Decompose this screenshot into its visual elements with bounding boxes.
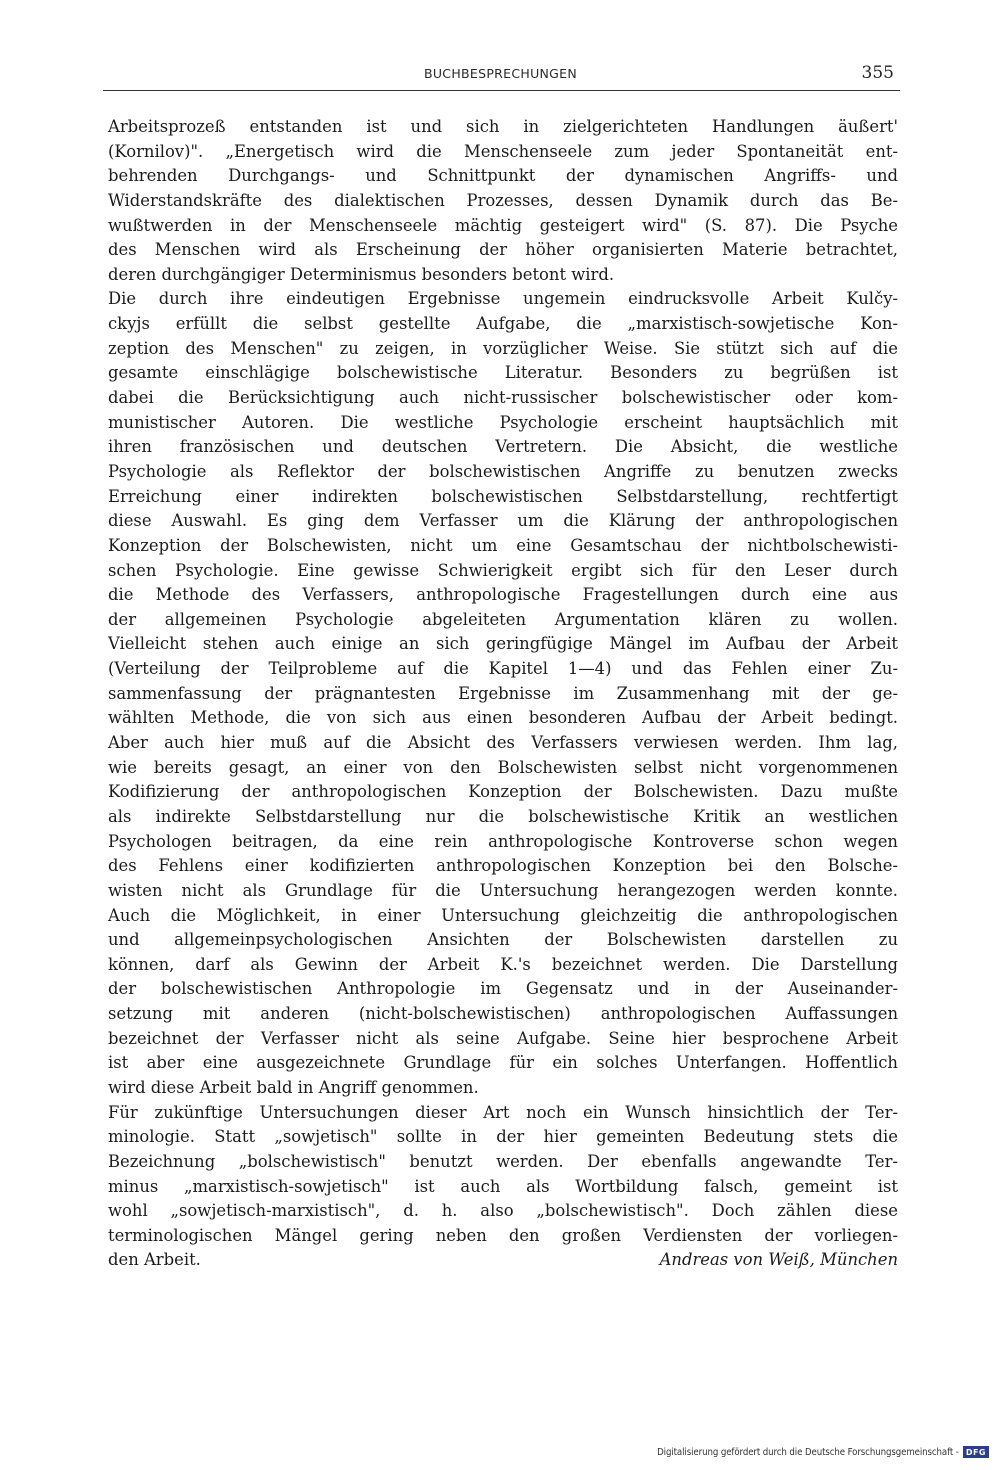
text-line: der allgemeinen Psychologie abgeleiteten Argumentation klären zu wollen. xyxy=(108,609,898,629)
text-line: und allgemeinpsychologischen Ansichten der Bolschewisten darstellen zu xyxy=(108,930,898,950)
text-line: minologie. Statt „sowjetisch" sollte in der hier gemeinten Bedeutung stets die xyxy=(108,1127,898,1147)
text-line: deren durchgängiger Determinismus besonders betont wird. xyxy=(108,264,615,284)
text-line: als indirekte Selbstdarstellung nur die bolschewistische Kritik an westlichen xyxy=(108,806,898,826)
text-line: munistischer Autoren. Die westliche Psychologie erscheint hauptsächlich mit xyxy=(108,412,898,432)
text-line: Psychologie als Reflektor der bolschewistischen Angriffe zu benutzen zwecks xyxy=(108,461,898,481)
text-line: bezeichnet der Verfasser nicht als seine Aufgabe. Seine hier besprochene Arbeit xyxy=(108,1028,898,1048)
text-line: Kodifizierung der anthropologischen Konzeption der Bolschewisten. Dazu mußte xyxy=(108,782,898,802)
text-line: setzung mit anderen (nicht-bolschewistischen) anthropologischen Auffassungen xyxy=(108,1004,898,1024)
text-line: behrenden Durchgangs- und Schnittpunkt der dynamischen Angriffs- und xyxy=(108,166,898,186)
text-line: ihren französischen und deutschen Vertretern. Die Absicht, die westliche xyxy=(108,437,898,457)
text-line: Die durch ihre eindeutigen Ergebnisse ungemein eindrucksvolle Arbeit Kulčy- xyxy=(108,289,898,309)
text-line: zeption des Menschen" zu zeigen, in vorzüglicher Weise. Sie stützt sich auf die xyxy=(108,338,898,358)
text-line: des Menschen wird als Erscheinung der höher organisierten Materie betrachtet, xyxy=(108,240,898,260)
text-line: Arbeitsprozeß entstanden ist und sich in zielgerichteten Handlungen äußert' xyxy=(108,117,898,136)
text-line: die Methode des Verfassers, anthropologische Fragestellungen durch eine aus xyxy=(108,585,898,605)
text-line: Konzeption der Bolschewisten, nicht um eine Gesamtschau der nichtbolschewisti- xyxy=(108,535,898,555)
text-line: der bolschewistischen Anthropologie im Gegensatz und in der Auseinander- xyxy=(108,979,898,999)
header-rule xyxy=(103,90,900,91)
text-line: wie bereits gesagt, an einer von den Bolschewisten selbst nicht vorgenommenen xyxy=(108,757,898,777)
text-line: Vielleicht stehen auch einige an sich geringfügige Mängel im Aufbau der Arbeit xyxy=(108,634,898,654)
funding-note: Digitalisierung gefördert durch die Deutsche Forschungsgemeinschaft - xyxy=(657,1446,959,1458)
dfg-logo: DFG xyxy=(963,1446,989,1458)
text-line: wohl „sowjetisch-marxistisch", d. h. also „bolschewistisch". Doch zählen diese xyxy=(108,1201,898,1221)
text-line: Auch die Möglichkeit, in einer Untersuchung gleichzeitig die anthropologischen xyxy=(108,905,898,925)
text-line: wußtwerden in der Menschenseele mächtig gesteigert wird" (S. 87). Die Psyche xyxy=(108,215,898,235)
text-line: terminologischen Mängel gering neben den großen Verdiensten der vorliegen- xyxy=(108,1225,898,1245)
text-line: Für zukünftige Untersuchungen dieser Art noch ein Wunsch hinsichtlich der Ter- xyxy=(108,1102,898,1122)
text-line: Widerstandskräfte des dialektischen Prozesses, dessen Dynamik durch das Be- xyxy=(108,190,898,210)
text-line: dabei die Berücksichtigung auch nicht-russischer bolschewistischer oder kom- xyxy=(108,388,898,408)
running-head: BUCHBESPRECHUNGEN xyxy=(423,66,578,81)
closing-line xyxy=(108,1248,898,1273)
text-line: wisten nicht als Grundlage für die Untersuchung herangezogen werden konnte. xyxy=(108,880,898,900)
text-line: Psychologen beitragen, da eine rein anthropologische Kontroverse schon wegen xyxy=(108,831,898,851)
text-line: Aber auch hier muß auf die Absicht des Verfassers verwiesen werden. Ihm lag, xyxy=(108,733,898,753)
closing-text: den Arbeit. xyxy=(108,1250,201,1270)
text-line: (Kornilov)". „Energetisch wird die Menschenseele zum jeder Spontaneität ent- xyxy=(108,141,898,161)
text-line: wählten Methode, die von sich aus einen besonderen Aufbau der Arbeit bedingt. xyxy=(108,708,898,728)
page-header xyxy=(103,63,898,88)
digitization-footer xyxy=(607,1442,989,1462)
text-line: sammenfassung der prägnantesten Ergebnisse im Zusammenhang mit der ge- xyxy=(108,683,898,703)
text-line: wird diese Arbeit bald in Angriff genommen. xyxy=(108,1077,479,1097)
page-number: 355 xyxy=(861,63,894,83)
text-line: Erreichung einer indirekten bolschewistischen Selbstdarstellung, rechtfertigt xyxy=(108,486,898,506)
text-line: können, darf als Gewinn der Arbeit K.'s bezeichnet werden. Die Darstellung xyxy=(108,954,898,974)
text-line: schen Psychologie. Eine gewisse Schwierigkeit ergibt sich für den Leser durch xyxy=(108,560,898,580)
text-line: des Fehlens einer kodifizierten anthropologischen Konzeption bei den Bolsche- xyxy=(108,856,898,876)
text-line: gesamte einschlägige bolschewistische Literatur. Besonders zu begrüßen ist xyxy=(108,363,898,383)
text-line: diese Auswahl. Es ging dem Verfasser um die Klärung der anthropologischen xyxy=(108,511,898,531)
review-author: Andreas von Weiß, München xyxy=(659,1250,898,1270)
text-line: ist aber eine ausgezeichnete Grundlage für ein solches Unterfangen. Hoffentlich xyxy=(108,1053,898,1073)
review-body-text xyxy=(108,115,898,1273)
text-line: (Verteilung der Teilprobleme auf die Kapitel 1—4) und das Fehlen einer Zu- xyxy=(108,659,898,679)
text-line: minus „marxistisch-sowjetisch" ist auch als Wortbildung falsch, gemeint ist xyxy=(108,1176,898,1196)
text-line: ckyjs erfüllt die selbst gestellte Aufgabe, die „marxistisch-sowjetische Kon- xyxy=(108,314,898,334)
text-line: Bezeichnung „bolschewistisch" benutzt werden. Der ebenfalls angewandte Ter- xyxy=(108,1151,898,1171)
